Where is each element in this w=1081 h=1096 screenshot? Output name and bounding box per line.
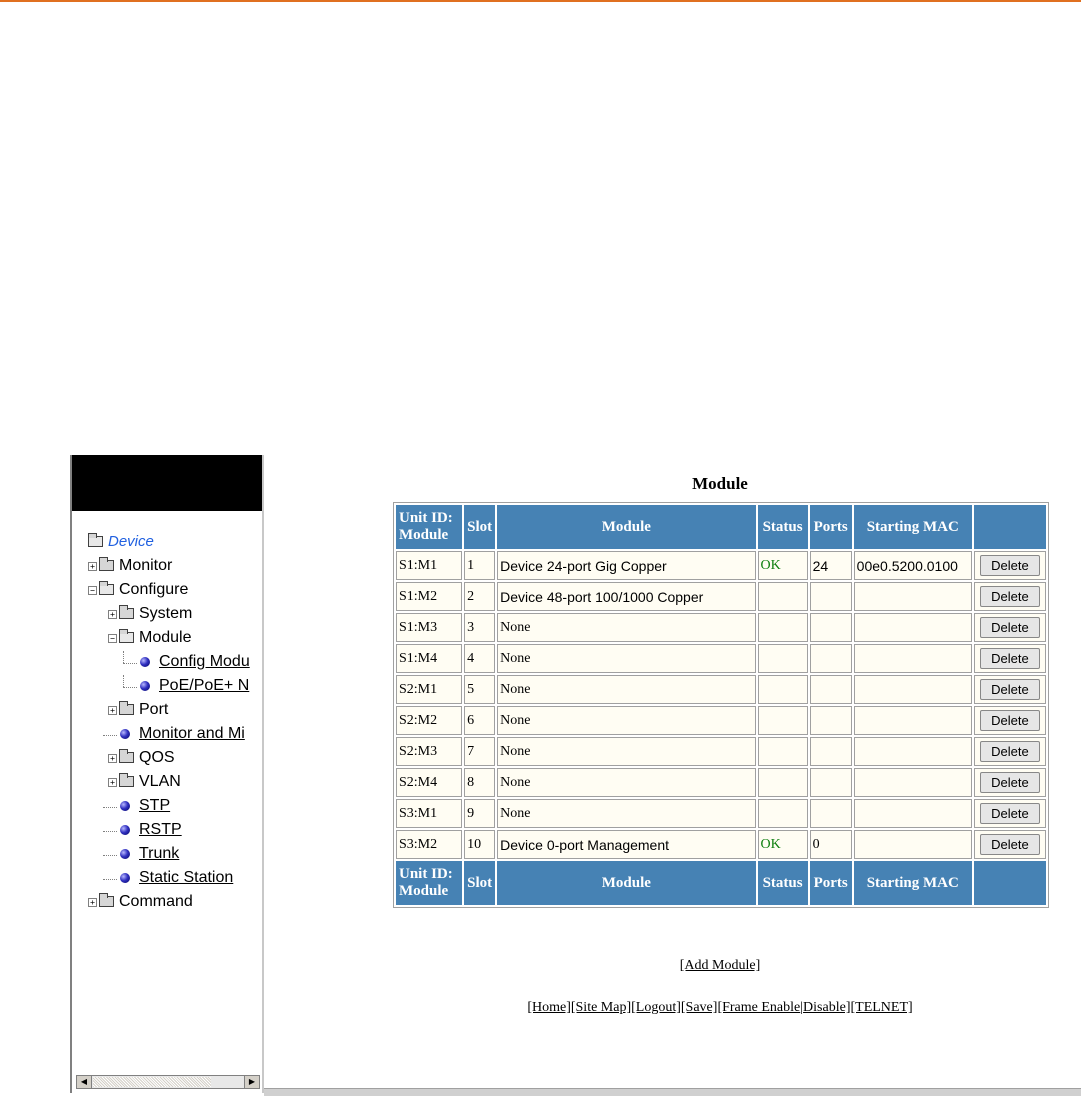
cell-unit: S3:M2 (396, 830, 462, 859)
tree-link-poe-module[interactable]: PoE/PoE+ N (159, 677, 250, 694)
tree-item-monitor-mirror[interactable] (86, 723, 264, 747)
page-bullet-icon (120, 801, 130, 811)
col-header-status: Status (758, 505, 808, 549)
col-footer-action (974, 861, 1046, 905)
cell-module: None (497, 706, 755, 735)
page-bullet-icon (140, 681, 150, 691)
cell-mac (854, 768, 972, 797)
cell-unit: S2:M2 (396, 706, 462, 735)
logout-link[interactable]: [Logout] (631, 1000, 681, 1015)
folder-icon (119, 704, 134, 715)
tree-connector (123, 663, 137, 664)
cell-ports (810, 706, 852, 735)
cell-module: Device 0-port Management (497, 830, 755, 859)
col-header-action (974, 505, 1046, 549)
cell-status: OK (758, 551, 808, 580)
collapse-icon[interactable]: − (88, 586, 97, 595)
cell-ports: 0 (810, 830, 852, 859)
cell-action (974, 613, 1046, 642)
tree-label-monitor[interactable]: Monitor (119, 557, 173, 574)
top-rule (0, 0, 1081, 2)
horizontal-scrollbar[interactable] (76, 1075, 260, 1089)
delete-button[interactable]: Delete (980, 555, 1040, 576)
table-row (396, 613, 1046, 642)
col-header-mac: Starting MAC (854, 505, 972, 549)
cell-slot: 5 (464, 675, 495, 704)
site-map-link[interactable]: [Site Map] (570, 1000, 632, 1015)
page-bullet-icon (120, 873, 130, 883)
tree-connector (103, 831, 117, 832)
delete-button[interactable]: Delete (980, 617, 1040, 638)
table-row (396, 830, 1046, 859)
cell-action (974, 830, 1046, 859)
col-header-module: Module (497, 505, 755, 549)
tree-item-poe-module[interactable] (86, 675, 264, 699)
delete-button[interactable]: Delete (980, 586, 1040, 607)
cell-unit: S1:M2 (396, 582, 462, 611)
delete-button[interactable]: Delete (980, 710, 1040, 731)
cell-slot: 7 (464, 737, 495, 766)
cell-ports (810, 799, 852, 828)
table-row (396, 706, 1046, 735)
tree-label-command[interactable]: Command (119, 893, 193, 910)
cell-unit: S2:M4 (396, 768, 462, 797)
tree-item-port[interactable] (86, 699, 264, 723)
cell-ports (810, 768, 852, 797)
cell-mac (854, 799, 972, 828)
cell-slot: 6 (464, 706, 495, 735)
cell-ports (810, 675, 852, 704)
table-row (396, 799, 1046, 828)
page-bullet-icon (120, 849, 130, 859)
cell-ports (810, 613, 852, 642)
table-row (396, 551, 1046, 580)
delete-button[interactable]: Delete (980, 803, 1040, 824)
col-footer-ports: Ports (810, 861, 852, 905)
tree-label-qos[interactable]: QOS (139, 749, 175, 766)
cell-status (758, 675, 808, 704)
tree-item-rstp[interactable] (86, 819, 264, 843)
folder-icon (119, 776, 134, 787)
cell-module: Device 24-port Gig Copper (497, 551, 755, 580)
cell-mac (854, 675, 972, 704)
cell-status (758, 613, 808, 642)
cell-mac (854, 737, 972, 766)
tree-link-config-module[interactable]: Config Modu (159, 653, 250, 670)
open-folder-icon (88, 536, 103, 547)
add-module-link[interactable]: [Add Module] (679, 958, 761, 973)
scroll-thumb[interactable] (93, 1077, 211, 1087)
footer-links (420, 1000, 1020, 1016)
cell-mac (854, 830, 972, 859)
tree-item-vlan[interactable] (86, 771, 264, 795)
tree-item-qos[interactable] (86, 747, 264, 771)
tree-label-system[interactable]: System (139, 605, 193, 622)
table-header-row (396, 505, 1046, 549)
cell-slot: 2 (464, 582, 495, 611)
disable-link[interactable]: Disable] (803, 1000, 851, 1015)
frame-enable-link[interactable]: [Frame Enable (717, 1000, 801, 1015)
tree-item-command[interactable] (86, 891, 264, 915)
page-bullet-icon (120, 729, 130, 739)
tree-item-config-module[interactable] (86, 651, 264, 675)
tree-connector (123, 687, 137, 688)
table-row (396, 582, 1046, 611)
cell-action (974, 675, 1046, 704)
cell-status (758, 644, 808, 673)
cell-mac (854, 613, 972, 642)
col-header-slot: Slot (464, 505, 495, 549)
cell-unit: S3:M1 (396, 799, 462, 828)
tree-connector (103, 855, 117, 856)
cell-module: Device 48-port 100/1000 Copper (497, 582, 755, 611)
tree-label-device[interactable]: Device (108, 533, 154, 550)
tree-item-system[interactable] (86, 603, 264, 627)
tree-connector (103, 807, 117, 808)
expand-icon[interactable]: + (88, 898, 97, 907)
table-row (396, 737, 1046, 766)
expand-icon[interactable]: + (108, 610, 117, 619)
expand-icon[interactable]: + (108, 778, 117, 787)
cell-slot: 8 (464, 768, 495, 797)
cell-unit: S1:M1 (396, 551, 462, 580)
delete-button[interactable]: Delete (980, 648, 1040, 669)
tree-link-static-station[interactable]: Static Station (139, 869, 234, 886)
cell-status (758, 799, 808, 828)
table-row (396, 675, 1046, 704)
open-folder-icon (99, 584, 114, 595)
cell-unit: S2:M3 (396, 737, 462, 766)
tree-connector (123, 651, 124, 663)
cell-mac: 00e0.5200.0100 (854, 551, 972, 580)
col-footer-slot: Slot (464, 861, 495, 905)
cell-slot: 9 (464, 799, 495, 828)
open-folder-icon (119, 632, 134, 643)
navigation-frame (70, 455, 264, 1093)
separator: | (800, 1000, 804, 1015)
collapse-icon[interactable]: − (108, 634, 117, 643)
cell-mac (854, 706, 972, 735)
col-footer-status: Status (758, 861, 808, 905)
expand-icon[interactable]: + (88, 562, 97, 571)
cell-status (758, 706, 808, 735)
expand-icon[interactable]: + (108, 706, 117, 715)
table-row (396, 768, 1046, 797)
page-bullet-icon (120, 825, 130, 835)
folder-icon (119, 752, 134, 763)
cell-module: None (497, 768, 755, 797)
tree-connector (123, 675, 124, 687)
tree-item-static-station[interactable] (86, 867, 264, 891)
delete-button[interactable]: Delete (980, 679, 1040, 700)
col-header-unit: Unit ID: Module (396, 505, 462, 549)
cell-module: None (497, 737, 755, 766)
folder-icon (99, 560, 114, 571)
module-table (393, 502, 1049, 908)
cell-mac (854, 582, 972, 611)
col-footer-unit: Unit ID: Module (396, 861, 462, 905)
tree-link-trunk[interactable]: Trunk (139, 845, 180, 862)
page-bullet-icon (140, 657, 150, 667)
tree-connector (103, 879, 117, 880)
tree-label-module[interactable]: Module (139, 629, 192, 646)
home-link[interactable]: [Home] (527, 1000, 571, 1015)
cell-action (974, 768, 1046, 797)
cell-module: None (497, 675, 755, 704)
cell-action (974, 551, 1046, 580)
scroll-left-icon[interactable]: ◀ (77, 1076, 92, 1088)
tree-item-monitor[interactable] (86, 555, 264, 579)
cell-action (974, 799, 1046, 828)
delete-button[interactable]: Delete (980, 834, 1040, 855)
tree-connector (103, 735, 117, 736)
cell-module: None (497, 799, 755, 828)
cell-unit: S1:M4 (396, 644, 462, 673)
tree-item-stp[interactable] (86, 795, 264, 819)
cell-status (758, 737, 808, 766)
tree-label-vlan[interactable]: VLAN (139, 773, 181, 790)
folder-icon (99, 896, 114, 907)
tree-item-configure[interactable] (86, 579, 264, 603)
cell-action (974, 644, 1046, 673)
cell-unit: S1:M3 (396, 613, 462, 642)
expand-icon[interactable]: + (108, 754, 117, 763)
tree-item-module[interactable] (86, 627, 264, 651)
nav-tree (86, 531, 264, 915)
tree-link-stp[interactable]: STP (139, 797, 171, 814)
cell-status: OK (758, 830, 808, 859)
tree-link-rstp[interactable]: RSTP (139, 821, 182, 838)
folder-icon (119, 608, 134, 619)
delete-button[interactable]: Delete (980, 772, 1040, 793)
table-row (396, 644, 1046, 673)
col-footer-module: Module (497, 861, 755, 905)
scroll-right-icon[interactable]: ▶ (244, 1076, 259, 1088)
col-footer-mac: Starting MAC (854, 861, 972, 905)
tree-item-device[interactable] (86, 531, 264, 555)
cell-ports (810, 644, 852, 673)
cell-status (758, 768, 808, 797)
cell-module: None (497, 644, 755, 673)
delete-button[interactable]: Delete (980, 741, 1040, 762)
cell-ports (810, 582, 852, 611)
page-title: Module (692, 474, 748, 493)
tree-link-monitor-mirror[interactable]: Monitor and Mi (139, 725, 245, 742)
cell-slot: 3 (464, 613, 495, 642)
nav-banner (72, 455, 262, 511)
telnet-link[interactable]: [TELNET] (850, 1000, 913, 1015)
cell-mac (854, 644, 972, 673)
cell-slot: 10 (464, 830, 495, 859)
cell-ports: 24 (810, 551, 852, 580)
save-link[interactable]: [Save] (680, 1000, 718, 1015)
cell-slot: 1 (464, 551, 495, 580)
cell-action (974, 582, 1046, 611)
col-header-ports: Ports (810, 505, 852, 549)
cell-slot: 4 (464, 644, 495, 673)
cell-action (974, 706, 1046, 735)
cell-ports (810, 737, 852, 766)
tree-label-configure[interactable]: Configure (119, 581, 189, 598)
cell-status (758, 582, 808, 611)
cell-module: None (497, 613, 755, 642)
cell-unit: S2:M1 (396, 675, 462, 704)
tree-label-port[interactable]: Port (139, 701, 169, 718)
cell-action (974, 737, 1046, 766)
table-footer-row (396, 861, 1046, 905)
tree-item-trunk[interactable] (86, 843, 264, 867)
